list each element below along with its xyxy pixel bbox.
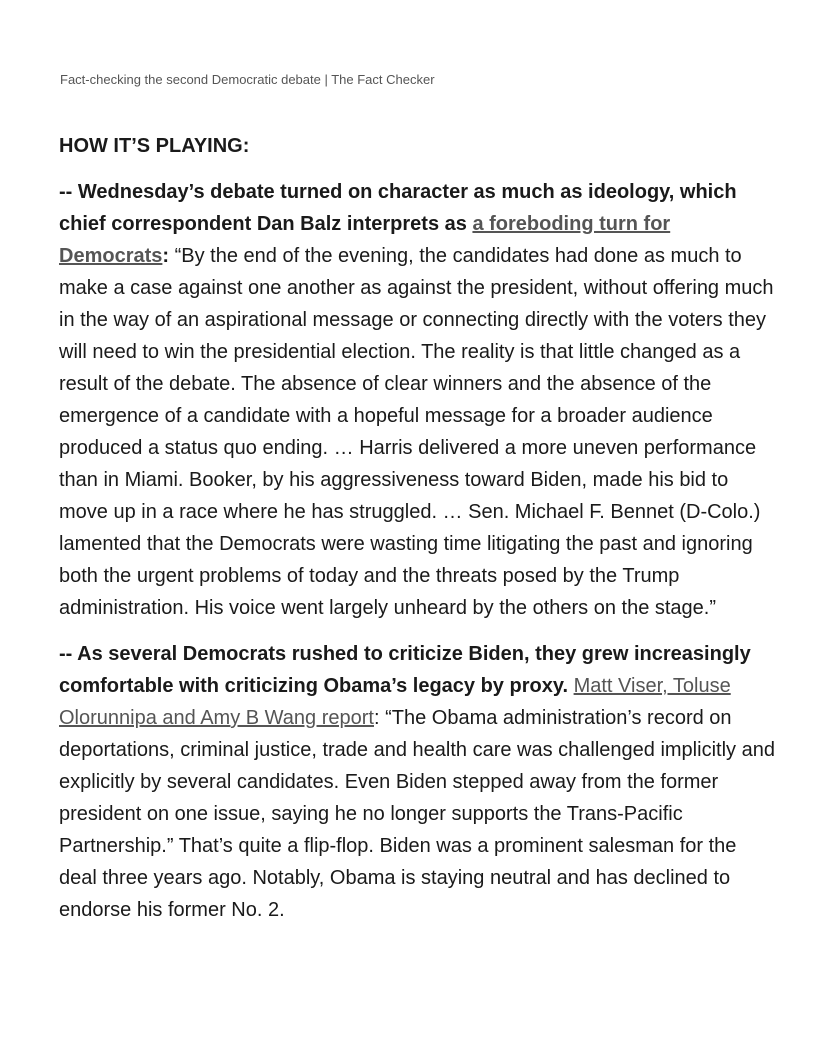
article-body	[59, 130, 779, 940]
viser-report-link[interactable]: Matt Viser, Toluse Olorunnipa and Amy B Wang report	[59, 675, 731, 729]
paragraph-debate-character	[59, 176, 779, 624]
paragraph-lead: -- Wednesday’s debate turned on character as much as ideology, which chief correspondent Dan Balz interprets as	[59, 181, 737, 235]
paragraph-body: : “The Obama administration’s record on deportations, criminal justice, trade and health care was challenged implicitly and explicitly by several candidates. Even Biden stepped away from the former president on one issue, saying he no longer supports the Trans-Pacific Partnership.” That’s quite a flip-flop. Biden was a prominent salesman for the deal three years ago. Notably, Obama is staying neutral and has declined to endorse his former No. 2.	[59, 707, 775, 921]
paragraph-obama-legacy	[59, 638, 779, 926]
foreboding-turn-link[interactable]: a foreboding turn for Democrats	[59, 213, 671, 267]
paragraph-body: “By the end of the evening, the candidates had done as much to make a case against one another as against the president, without offering much in the way of an aspirational message or connecting directly with the voters they will need to win the presidential election. The reality is that little changed as a result of the debate. The absence of clear winners and the absence of the emergence of a candidate with a hopeful message for a broader audience produced a status quo ending. … Harris delivered a more uneven performance than in Miami. Booker, by his aggressiveness toward Biden, made his bid to move up in a race where he has struggled. … Sen. Michael F. Bennet (D-Colo.) lamented that the Democrats were wasting time litigating the past and ignoring both the urgent problems of today and the threats posed by the Trump administration. His voice went largely unheard by the others on the stage.”	[59, 245, 774, 619]
link-suffix: :	[162, 245, 170, 267]
page-header: Fact-checking the second Democratic debate | The Fact Checker	[60, 72, 435, 87]
paragraph-lead: -- As several Democrats rushed to criticize Biden, they grew increasingly comfortable with criticizing Obama’s legacy by proxy.	[59, 643, 751, 697]
section-heading: HOW IT’S PLAYING:	[59, 135, 250, 157]
